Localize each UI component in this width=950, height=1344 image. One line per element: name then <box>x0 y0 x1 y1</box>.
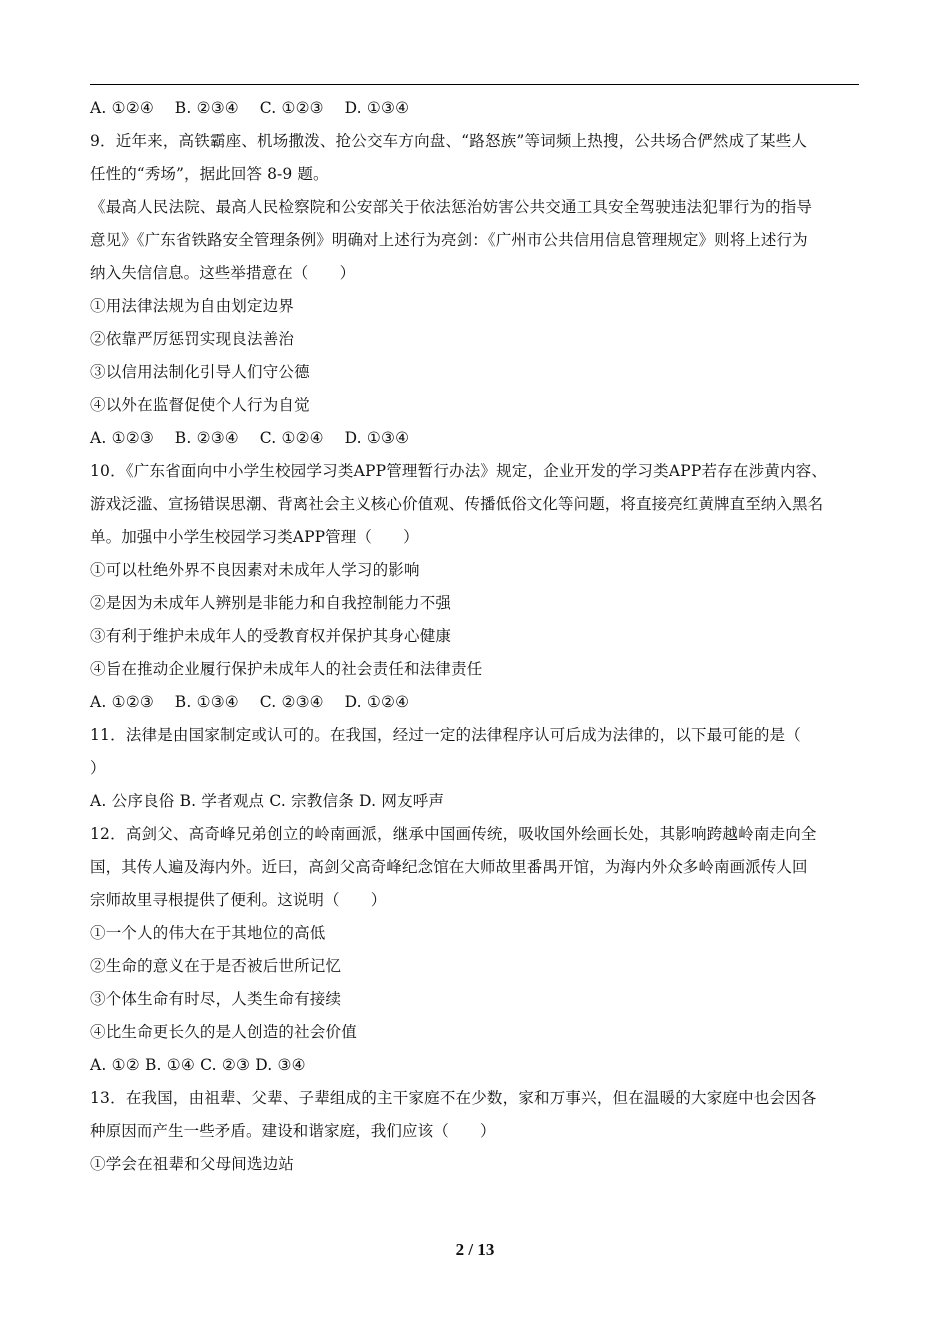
text-line: 纳入失信信息。这些举措意在（ ） <box>90 264 356 282</box>
text-line: A. ①②③ B. ②③④ C. ①②④ D. ①③④ <box>90 429 410 447</box>
page-content <box>90 92 860 1181</box>
text-line: 《最高人民法院、最高人民检察院和公安部关于依法惩治妨害公共交通工具安全驾驶违法犯罪行为的指导 <box>90 198 813 216</box>
text-line: A. 公序良俗 B. 学者观点 C. 宗教信条 D. 网友呼声 <box>90 792 445 810</box>
text-line: 单。加强中小学生校园学习类APP管理（ ） <box>90 528 419 546</box>
text-line: 游戏泛滥、宣扬错误思潮、背离社会主义核心价值观、传播低俗文化等问题，将直接亮红黄牌直至纳入黑名 <box>90 495 824 513</box>
text-line: 12．高剑父、高奇峰兄弟创立的岭南画派，继承中国画传统，吸收国外绘画长处，其影响跨越岭南走向全 <box>90 825 817 843</box>
text-line: 任性的“秀场”，据此回答 8-9 题。 <box>90 165 329 183</box>
text-line: 11．法律是由国家制定或认可的。在我国，经过一定的法律程序认可后成为法律的，以下最可能的是（ <box>90 726 801 744</box>
text-line: 宗师故里寻根提供了便利。这说明（ ） <box>90 891 387 909</box>
text-line: ①学会在祖辈和父母间选边站 <box>90 1155 295 1173</box>
text-line: ③以信用法制化引导人们守公德 <box>90 363 310 381</box>
text-line: ④旨在推动企业履行保护未成年人的社会责任和法律责任 <box>90 660 483 678</box>
text-line: A. ①②③ B. ①③④ C. ②③④ D. ①②④ <box>90 693 410 711</box>
page-number: 2 / 13 <box>455 1240 495 1259</box>
text-line: 10．《广东省面向中小学生校园学习类APP管理暂行办法》规定，企业开发的学习类APP若存在涉黄内容、 <box>90 462 828 480</box>
text-line: A. ①② B. ①④ C. ②③ D. ③④ <box>90 1056 306 1074</box>
text-line: ①可以杜绝外界不良因素对未成年人学习的影响 <box>90 561 420 579</box>
text-line: ②是因为未成年人辨别是非能力和自我控制能力不强 <box>90 594 452 612</box>
text-line: ②依靠严厉惩罚实现良法善治 <box>90 330 295 348</box>
text-line: A. ①②④ B. ②③④ C. ①②③ D. ①③④ <box>90 99 410 117</box>
header-rule <box>90 84 859 85</box>
text-line: 意见》《广东省铁路安全管理条例》明确对上述行为亮剑：《广州市公共信用信息管理规定》则将上述行为 <box>90 231 808 249</box>
text-line: ④比生命更长久的是人创造的社会价值 <box>90 1023 357 1041</box>
text-line: ） <box>90 759 106 777</box>
text-line: ①用法律法规为自由划定边界 <box>90 297 295 315</box>
text-line: ④以外在监督促使个人行为自觉 <box>90 396 310 414</box>
text-line: 国，其传人遍及海内外。近曰，高剑父高奇峰纪念馆在大师故里番禺开馆，为海内外众多岭南画派传人回 <box>90 858 808 876</box>
text-line: 种原因而产生一些矛盾。建设和谐家庭，我们应该（ ） <box>90 1122 496 1140</box>
text-line: ③有利于维护未成年人的受教育权并保护其身心健康 <box>90 627 452 645</box>
text-line: ②生命的意义在于是否被后世所记忆 <box>90 957 342 975</box>
text-line: 9．近年来，高铁霸座、机场撒泼、抢公交车方向盘、“路怒族”等词频上热搜，公共场合俨然成了某些人 <box>90 132 808 150</box>
text-line: 13．在我国，由祖辈、父辈、子辈组成的主干家庭不在少数，家和万事兴，但在温暖的大家庭中也会因各 <box>90 1089 817 1107</box>
text-line: ③个体生命有时尽，人类生命有接续 <box>90 990 342 1008</box>
text-line: ①一个人的伟大在于其地位的高低 <box>90 924 326 942</box>
